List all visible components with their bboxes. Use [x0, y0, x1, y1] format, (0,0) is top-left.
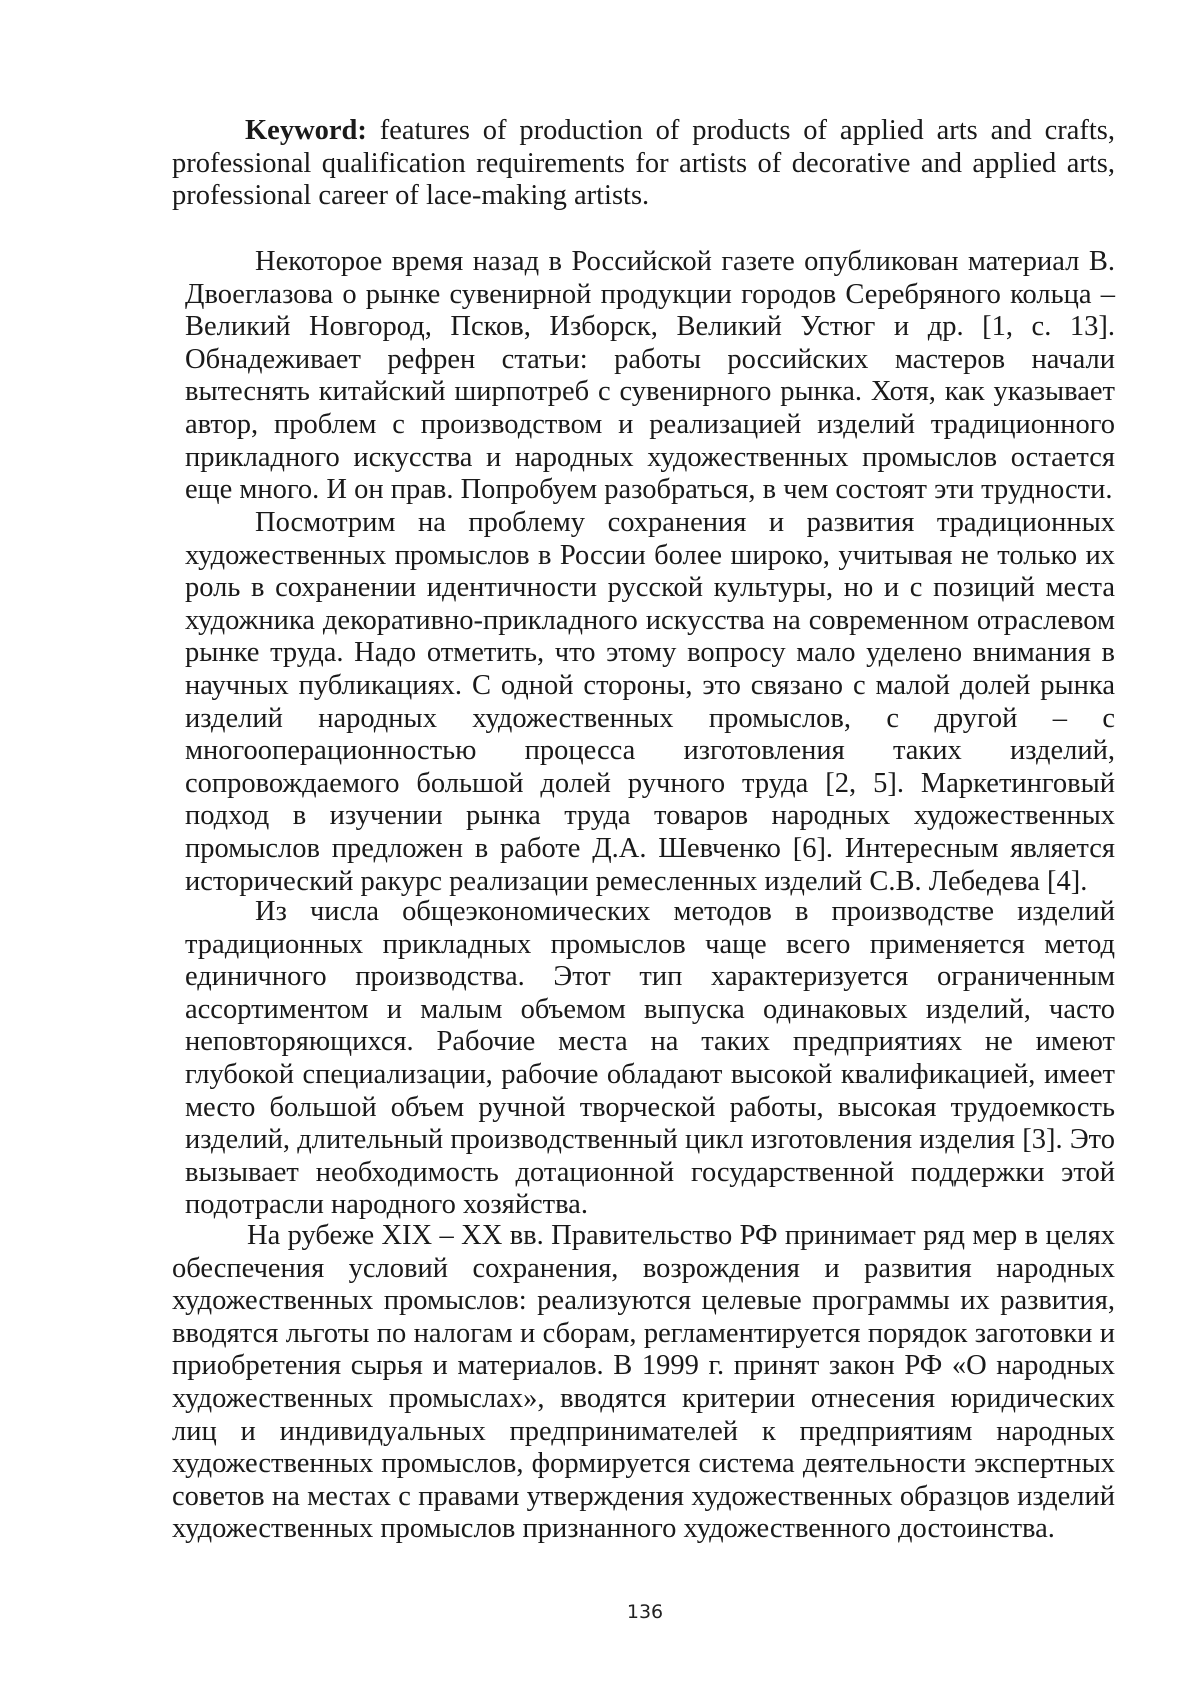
body-paragraph-3: Из числа общеэкономических методов в производстве изделий традиционных прикладных промыслов чаще всего применяется метод единичного производства. Этот тип характеризуется ограниченным ассортиментом и малым объемом выпуска одинаковых изделий, часто неповторяющихся. Рабочие места на таких предприятиях не имеют глубокой специализации, рабочие обладают высокой квалификацией, имеет место большой объем ручной творческой работы, высокая трудоемкость изделий, длительный производственный цикл изготовления изделия [3]. Это вызывает необходимость дотационной государственной поддержки этой подотрасли народного хозяйства.: [185, 896, 1115, 1221]
page-number: 136: [626, 1601, 664, 1623]
keywords-label: Keyword:: [245, 115, 367, 146]
keywords-paragraph: [172, 115, 1115, 213]
body-paragraph-4: На рубеже XIX – XX вв. Правительство РФ принимает ряд мер в целях обеспечения условий сохранения, возрождения и развития народных художественных промыслов: реализуются целевые программы их развития, вводятся льготы по налогам и сборам, регламентируется порядок заготовки и приобретения сырья и материалов. В 1999 г. принят закон РФ «О народных художественных промыслах», вводятся критерии отнесения юридических лиц и индивидуальных предпринимателей к предприятиям народных художественных промыслов, формируется система деятельности экспертных советов на местах с правами утверждения художественных образцов изделий художественных промыслов признанного художественного достоинства.: [172, 1220, 1115, 1545]
body-paragraph-1: Некоторое время назад в Российской газете опубликован материал В. Двоеглазова о рынке сувенирной продукции городов Серебряного кольца – Великий Новгород, Псков, Изборск, Великий Устюг и др. [1, с. 13]. Обнадеживает рефрен статьи: работы российских мастеров начали вытеснять китайский ширпотреб с сувенирного рынка. Хотя, как указывает автор, проблем с производством и реализацией изделий традиционного прикладного искусства и народных художественных промыслов остается еще много. И он прав. Попробуем разобраться, в чем состоят эти трудности.: [185, 246, 1115, 506]
keywords-text: features of production of products of applied arts and crafts, professional qualification requirements for artists of decorative and applied arts, professional career of lace-making artists.: [172, 115, 1115, 212]
body-paragraph-2: Посмотрим на проблему сохранения и развития традиционных художественных промыслов в России более широко, учитывая не только их роль в сохранении идентичности русской культуры, но и с позиций места художника декоративно-прикладного искусства на современном отраслевом рынке труда. Надо отметить, что этому вопросу мало уделено внимания в научных публикациях. С одной стороны, это связано с малой долей рынка изделий народных художественных промыслов, с другой – с многооперационностью процесса изготовления таких изделий, сопровождаемого большой долей ручного труда [2, 5]. Маркетинговый подход в изучении рынка труда товаров народных художественных промыслов предложен в работе Д.А. Шевченко [6]. Интересным является исторический ракурс реализации ремесленных изделий С.В. Лебедева [4].: [185, 507, 1115, 897]
